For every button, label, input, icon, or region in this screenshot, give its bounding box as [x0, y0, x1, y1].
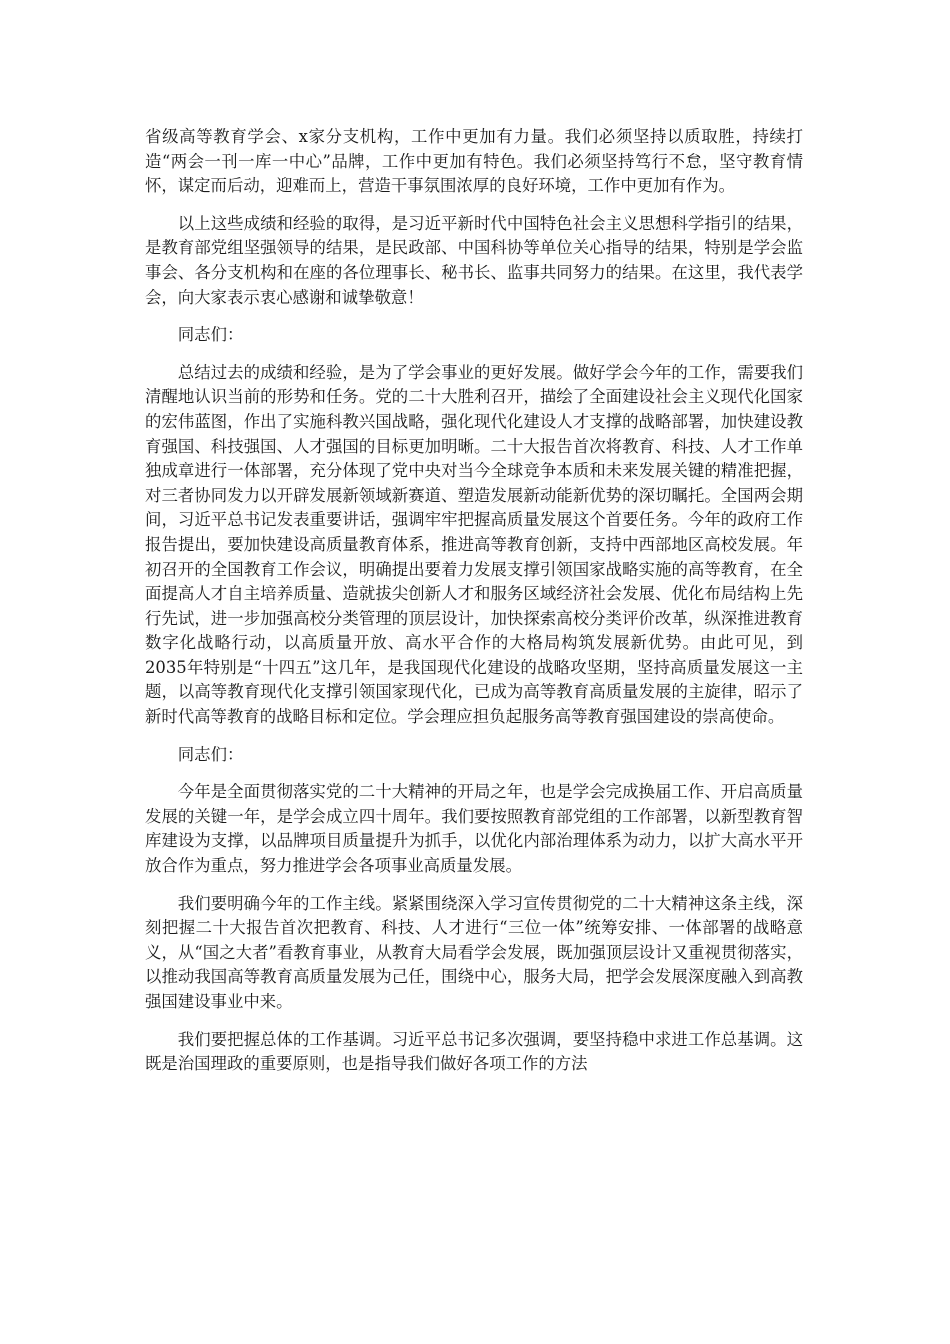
salutation: 同志们： [177, 744, 244, 764]
paragraph-situation: 总结过去的成绩和经验，是为了学会事业的更好发展。做好学会今年的工作，需要我们清醒地认识当前的形势和任务。党的二十大胜利召开，描绘了全面建设社会主义现代化国家的宏伟蓝图，作出了实施科教兴国战略，强化现代化建设人才支撑的战略部署，加快建设教育强国、科技强国、人才强国的目标更加明晰。二十大报告首次将教育、科技、人才工作单独成章进行一体部署，充分体现了党中央对当今全球竞争本质和未来发展关键的精准把握，对三者协同发力以开辟发展新领域新赛道、塑造发展新动能新优势的深切瞩托。全国两会期间，习近平总书记发表重要讲话，强调牢牢把握高质量发展这个首要任务。今年的政府工作报告提出，要加快建设高质量教育体系，推进高等教育创新，支持中西部地区高校发展。年初召开的全国教育工作会议，明确提出要着力发展支撑引领国家战略实施的高等教育，在全面提高人才自主培养质量、造就拔尖创新人才和服务区域经济社会发展、优化布局结构上先行先试，进一步加强高校分类管理的顶层设计，加快探索高校分类评价改革，纵深推进教育数字化战略行动，以高质量开放、高水平合作的大格局构筑发展新优势。由此可见，到2035年特别是“十四五”这几年，是我国现代化建设的战略攻坚期，坚持高质量发展这一主题，以高等教育现代化支撑引领国家现代化，已成为高等教育高质量发展的主旋律，昭示了新时代高等教育的战略目标和定位。学会理应担负起服务高等教育强国建设的崇高使命。 [145, 362, 803, 727]
paragraph-continued: 省级高等教育学会、x家分支机构，工作中更加有力量。我们必须坚持以质取胜，持续打造“两会一刊一库一中心”品牌，工作中更加有特色。我们必须坚持笃行不怠，坚守教育情怀，谋定而后动，迎难而上，营造干事氛围浓厚的良好环境，工作中更加有作为。 [145, 127, 803, 196]
document-page [145, 125, 803, 1090]
paragraph-acknowledgement: 以上这些成绩和经验的取得，是习近平新时代中国特色社会主义思想科学指引的结果，是教育部党组坚强领导的结果，是民政部、中国科协等单位关心指导的结果，特别是学会监事会、各分支机构和在座的各位理事长、秘书长、监事共同努力的结果。在这里，我代表学会，向大家表示衷心感谢和诚挚敬意！ [145, 213, 803, 307]
paragraph-overall-tone: 我们要把握总体的工作基调。习近平总书记多次强调，要坚持稳中求进工作总基调。这既是治国理政的重要原则，也是指导我们做好各项工作的方法 [145, 1029, 803, 1074]
salutation: 同志们： [177, 325, 244, 345]
paragraph-main-line: 我们要明确今年的工作主线。紧紧围绕深入学习宣传贯彻党的二十大精神这条主线，深刻把握二十大报告首次把教育、科技、人才进行“三位一体”统筹安排、一体部署的战略意义，从“国之大者”看教育事业，从教育大局看学会发展，既加强顶层设计又重视贯彻落实，以推动我国高等教育高质量发展为己任，围绕中心，服务大局，把学会发展深度融入到高教强国建设事业中来。 [145, 893, 803, 1011]
paragraph-this-year: 今年是全面贯彻落实党的二十大精神的开局之年，也是学会完成换届工作、开启高质量发展的关键一年，是学会成立四十周年。我们要按照教育部党组的工作部署，以新型教育智库建设为支撑，以品牌项目质量提升为抓手，以优化内部治理体系为动力，以扩大高水平开放合作为重点，努力推进学会各项事业高质量发展。 [145, 782, 803, 876]
